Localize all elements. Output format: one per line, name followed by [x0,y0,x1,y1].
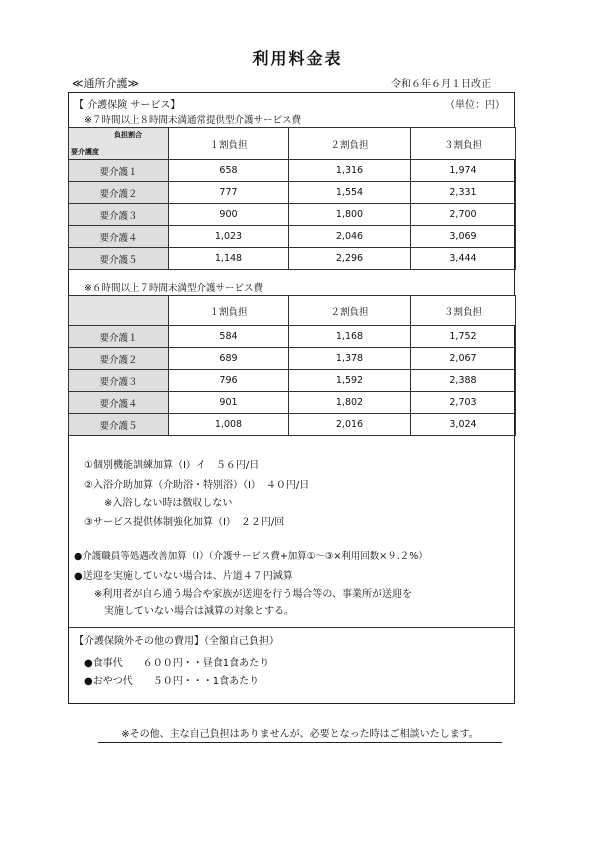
fee-cell: 584 [169,326,289,348]
fee-cell: 1,316 [289,160,411,182]
service-label: ≪通所介護≫ [72,77,140,90]
bullet-transport: ●送迎を実施していない場合は、片道４７円減算 [74,571,293,582]
fee-cell: 2,703 [411,392,516,414]
fee-cell: 1,752 [411,326,516,348]
care-level-cell: 要介護３ [69,204,169,226]
table-row [69,326,516,348]
page-title: 利用料金表 [252,49,343,68]
fee-cell: 1,148 [169,248,289,270]
table-row [69,160,516,182]
table-row [69,414,516,436]
section-header: 【 介護保険 サービス】 [74,100,181,111]
footer-note: ※その他、主な自己負担はありませんが、必要となった時はご相談いたします。 [98,725,502,743]
fee-cell: 1,008 [169,414,289,436]
care-level-cell: 要介護２ [69,182,169,204]
table-row [69,182,516,204]
addition-line-3: ③サービス提供体制強化加算（Ⅰ） ２２円/回 [84,517,285,528]
section-divider [68,627,515,628]
fee-cell: 796 [169,370,289,392]
column-header: １割負担 [169,296,289,326]
meal-fee: ●食事代 ６００円・・昼食1食あたり [84,658,270,669]
fee-cell: 1,974 [411,160,516,182]
table-corner-cell [69,296,169,326]
table2-note: ※６時間以上７時間未満型介護サービス費 [84,283,263,294]
fee-cell: 2,388 [411,370,516,392]
fee-cell: 2,331 [411,182,516,204]
column-header: ２割負担 [289,296,411,326]
fee-cell: 1,023 [169,226,289,248]
care-level-cell: 要介護４ [69,392,169,414]
column-header: ３割負担 [411,128,516,160]
table1-note: ※７時間以上８時間未満通常提供型介護サービス費 [84,115,301,126]
care-level-cell: 要介護１ [69,160,169,182]
care-level-cell: 要介護５ [69,414,169,436]
fee-cell: 1,800 [289,204,411,226]
column-header: ３割負担 [411,296,516,326]
table-row [69,204,516,226]
bullet-improvement: ●介護職員等処遇改善加算（Ⅰ）（介護サービス費+加算①～③×利用回数×９.２%） [74,551,428,562]
fee-cell: 1,592 [289,370,411,392]
table-corner-cell [69,128,169,160]
addition-line-2-note: ※入浴しない時は徴収しない [104,498,233,509]
table-row [69,248,516,270]
fee-cell: 689 [169,348,289,370]
column-header: １割負担 [169,128,289,160]
fee-cell: 658 [169,160,289,182]
care-level-cell: 要介護２ [69,348,169,370]
care-level-cell: 要介護３ [69,370,169,392]
fee-cell: 777 [169,182,289,204]
corner-top-label: 負担割合 [114,131,142,139]
fee-cell: 2,700 [411,204,516,226]
care-level-cell: 要介護４ [69,226,169,248]
fee-cell: 1,378 [289,348,411,370]
fee-cell: 2,296 [289,248,411,270]
snack-fee: ●おやつ代 ５０円・・・1食あたり [84,676,260,687]
addition-line-1: ①個別機能訓練加算（Ⅰ）イ ５６円/日 [84,460,260,471]
bullet-transport-note-1: ※利用者が自ら通う場合や家族が送迎を行う場合等の、事業所が送迎を [94,589,412,600]
column-header: ２割負担 [289,128,411,160]
fee-cell: 1,802 [289,392,411,414]
table-row [69,392,516,414]
fee-table-6-7h [68,295,516,436]
fee-cell: 2,067 [411,348,516,370]
fee-cell: 3,069 [411,226,516,248]
fee-cell: 900 [169,204,289,226]
other-fees-header: 【介護保険外その他の費用】（全額自己負担） [74,636,279,647]
fee-cell: 3,024 [411,414,516,436]
fee-cell: 1,168 [289,326,411,348]
fee-cell: 3,444 [411,248,516,270]
fee-cell: 2,016 [289,414,411,436]
table-row [69,370,516,392]
bullet-transport-note-2: 実施していない場合は減算の対象とする。 [104,606,294,617]
addition-line-2: ②入浴介助加算（介助浴・特別浴）（Ⅰ） ４０円/日 [84,480,310,491]
fee-cell: 901 [169,392,289,414]
table-row [69,348,516,370]
fee-cell: 1,554 [289,182,411,204]
table-row [69,226,516,248]
care-level-cell: 要介護１ [69,326,169,348]
unit-label: （単位：円） [445,100,505,111]
care-level-cell: 要介護５ [69,248,169,270]
fee-table-7-8h [68,127,516,270]
corner-bottom-label: 要介護度 [71,148,99,156]
revision-date: 令和６年６月１日改正 [391,79,491,90]
fee-cell: 2,046 [289,226,411,248]
